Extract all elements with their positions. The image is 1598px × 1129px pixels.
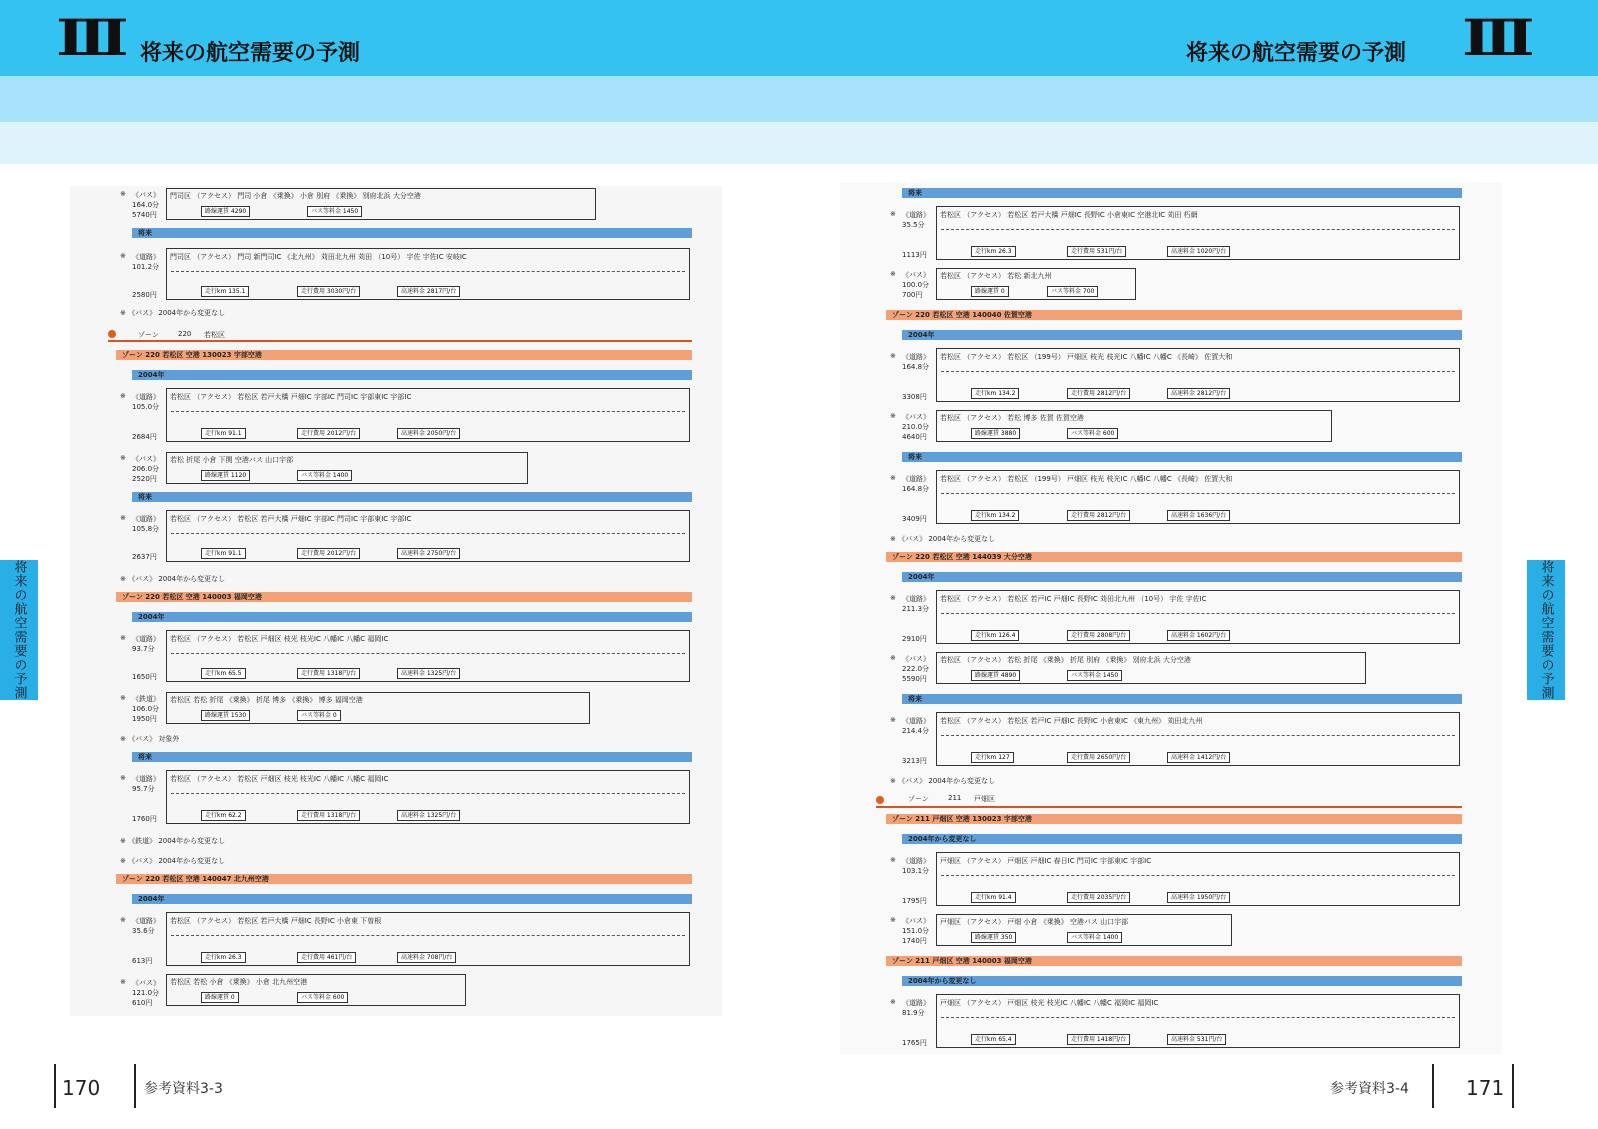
footer-divider-left-2 [134, 1064, 136, 1108]
time-label: 151.0分 [902, 927, 930, 935]
mode-label: 《バス》 [132, 979, 160, 987]
time-label: 164.0分 [132, 201, 160, 209]
section-bar: 将来 [902, 452, 1462, 462]
side-tab-left: 将来の航空需要の予測 [0, 560, 38, 700]
route-box [936, 994, 1460, 1048]
fee-box: バス等料金 1450 [1067, 670, 1122, 681]
fare-label: 2520円 [132, 475, 157, 483]
fee-box: 走行km 62.2 [201, 810, 246, 821]
fare-label: 1760円 [132, 815, 157, 823]
time-label: 105.0分 [132, 403, 160, 411]
mark: ※ [120, 454, 126, 462]
fare-label: 5740円 [132, 211, 157, 219]
mode-label: 《バス》 [902, 271, 930, 279]
route-box [936, 206, 1460, 260]
fee-box: 走行km 26.3 [971, 246, 1016, 257]
route-text: 戸畑区 （アクセス） 戸畑 小倉 《乗換》 空港バス 山口宇部 [940, 918, 1129, 926]
route-text: 若松区 若松 折尾 《乗換》 折尾 博多 《乗換》 博多 福岡空港 [170, 696, 363, 704]
scan-page-left [70, 186, 722, 1016]
zone-bar: ゾーン 220 若松区 空港 130023 宇部空港 [116, 350, 692, 360]
fare-label: 610円 [132, 999, 153, 1007]
route-box [936, 712, 1460, 766]
page-number-right: 171 [1466, 1076, 1505, 1100]
mark: ※ [890, 916, 896, 924]
route-text: 若松区 （アクセス） 若松区 戸畑区 枝光 枝光IC 八幡IC 八幡C 福岡IC [170, 775, 389, 783]
header-band-pale [0, 122, 1598, 164]
section-bar: 2004年から変更なし [902, 976, 1462, 986]
route-text: 若松区 （アクセス） 若松 博多 佐賀 佐賀空港 [940, 414, 1084, 422]
fare-label: 2684円 [132, 433, 157, 441]
fee-box: 走行km 65.4 [971, 1034, 1016, 1045]
fee-box: 走行費用 2012円/台 [297, 428, 360, 439]
dashed-divider [941, 735, 1455, 736]
note-text: ※ 《バス》 2004年から変更なし [120, 575, 226, 583]
mark: ※ [120, 190, 126, 198]
fare-label: 1765円 [902, 1039, 927, 1047]
mark: ※ [120, 978, 126, 986]
fee-box: 走行費用 2012円/台 [297, 548, 360, 559]
dashed-divider [171, 935, 685, 936]
note-text: ※ 《バス》 2004年から変更なし [890, 777, 996, 785]
fee-box: 走行km 65.5 [201, 668, 246, 679]
section-bar: 2004年 [902, 572, 1462, 582]
fare-label: 3409円 [902, 515, 927, 523]
mode-label: 《道路》 [902, 595, 930, 603]
note-text: ※ 《鉄道》 2004年から変更なし [120, 837, 226, 845]
section-bar: 将来 [902, 188, 1462, 198]
route-text: 若松区 （アクセス） 若松区 若戸大橋 戸畑IC 長野IC 小倉東IC 空港北IC 苅田 朽網 [940, 211, 1198, 219]
fee-box: バス等料金 0 [297, 710, 341, 721]
dashed-divider [171, 653, 685, 654]
mark: ※ [890, 352, 896, 360]
fee-box: 路線運賃 1120 [201, 470, 250, 481]
zone-code: 220 [178, 330, 192, 338]
fee-box: 走行km 91.4 [971, 892, 1016, 903]
route-text: 門司区 （アクセス） 門司 小倉 《乗換》 小倉 別府 《乗換》 別府北浜 大分空港 [170, 192, 421, 200]
zone-name: 戸畑区 [974, 795, 995, 803]
route-box [936, 268, 1136, 300]
chapter-title-left: 将来の航空需要の予測 [140, 41, 361, 66]
dashed-divider [941, 493, 1455, 494]
mode-label: 《道路》 [132, 917, 160, 925]
fee-box: 路線運賃 350 [971, 932, 1016, 943]
dashed-divider [941, 371, 1455, 372]
zone-divider [876, 806, 1462, 808]
fee-box: 走行費用 1318円/台 [297, 810, 360, 821]
dashed-divider [171, 271, 685, 272]
fee-box: 高速料金 2750円/台 [397, 548, 460, 559]
time-label: 35.5分 [902, 221, 925, 229]
time-label: 210.0分 [902, 423, 930, 431]
fee-box: 走行費用 2650円/台 [1067, 752, 1130, 763]
mark: ※ [120, 774, 126, 782]
fee-box: 走行km 26.3 [201, 952, 246, 963]
fee-box: 高速料金 1020円/台 [1167, 246, 1230, 257]
section-bar: 2004年 [132, 894, 692, 904]
mode-label: 《道路》 [902, 857, 930, 865]
fee-box: 走行費用 2812円/台 [1067, 510, 1130, 521]
fee-box: 路線運賃 4290 [201, 206, 250, 217]
mode-label: 《バス》 [902, 917, 930, 925]
mode-label: 《バス》 [132, 455, 160, 463]
route-text: 若松区 （アクセス） 若松区 若戸IC 戸畑IC 長野IC 小倉東IC 《東九州》 苅田北九州 [940, 717, 1203, 725]
route-box [166, 912, 690, 966]
fee-box: 走行km 127 [971, 752, 1014, 763]
side-tab-right: 将来の航空需要の予測 [1527, 560, 1565, 700]
route-text: 門司区 （アクセス） 門司 新門司IC 《北九州》 苅田北九州 苅田 （10号） 宇佐 宇佐IC 安岐IC [170, 253, 467, 261]
fee-box: 高速料金 708円/台 [397, 952, 456, 963]
mode-label: 《道路》 [902, 475, 930, 483]
fare-label: 2637円 [132, 553, 157, 561]
route-text: 若松区 （アクセス） 若松区 若戸大橋 戸畑IC 宇部IC 門司IC 宇部東IC 宇部IC [170, 393, 412, 401]
fare-label: 4640円 [902, 433, 927, 441]
mark: ※ [890, 594, 896, 602]
section-bar: 将来 [132, 228, 692, 238]
fee-box: 高速料金 1950円/台 [1167, 892, 1230, 903]
time-label: 222.0分 [902, 665, 930, 673]
time-label: 121.0分 [132, 989, 160, 997]
fee-box: 高速料金 2817円/台 [397, 286, 460, 297]
note-text: ※ 《バス》 2004年から変更なし [120, 309, 226, 317]
route-box [166, 770, 690, 824]
route-text: 若松区 （アクセス） 若松区 若戸大橋 戸畑IC 長野IC 小倉東 下曽根 [170, 917, 382, 925]
mark: ※ [890, 474, 896, 482]
time-label: 95.7分 [132, 785, 155, 793]
route-text: 若松区 （アクセス） 若松区 若戸大橋 戸畑IC 宇部IC 門司IC 宇部東IC 宇部IC [170, 515, 412, 523]
mark: ※ [120, 252, 126, 260]
page-ref-right: 参考資料3-4 [1330, 1081, 1409, 1097]
fare-label: 2580円 [132, 291, 157, 299]
section-bar: 将来 [902, 694, 1462, 704]
mark: ※ [120, 392, 126, 400]
fare-label: 2910円 [902, 635, 927, 643]
fee-box: 高速料金 1325円/台 [397, 810, 460, 821]
fare-label: 1113円 [902, 251, 927, 259]
zone-bar: ゾーン 220 若松区 空港 140040 佐賀空港 [886, 310, 1462, 320]
mode-label: 《バス》 [902, 413, 930, 421]
mark: ※ [890, 856, 896, 864]
route-box [166, 510, 690, 562]
fee-box: 路線運賃 0 [971, 286, 1009, 297]
fee-box: 高速料金 531円/台 [1167, 1034, 1226, 1045]
fee-box: バス等料金 700 [1047, 286, 1098, 297]
mode-label: 《道路》 [902, 999, 930, 1007]
fee-box: 高速料金 1636円/台 [1167, 510, 1230, 521]
mode-label: 《道路》 [132, 253, 160, 261]
section-bar: 将来 [132, 752, 692, 762]
route-text: 戸畑区 （アクセス） 戸畑区 戸畑IC 春日IC 門司IC 宇部東IC 宇部IC [940, 857, 1152, 865]
fee-box: バス等料金 1400 [1067, 932, 1122, 943]
route-text: 若松区 （アクセス） 若松 新北九州 [940, 272, 1052, 280]
fare-label: 3213円 [902, 757, 927, 765]
fee-box: 走行km 134.2 [971, 388, 1019, 399]
mode-label: 《道路》 [132, 515, 160, 523]
time-label: 93.7分 [132, 645, 155, 653]
mark: ※ [890, 654, 896, 662]
footer-divider-right [1432, 1064, 1434, 1108]
mark: ※ [890, 210, 896, 218]
route-box [936, 914, 1232, 946]
time-label: 35.6分 [132, 927, 155, 935]
fare-label: 1650円 [132, 673, 157, 681]
section-bar: 2004年 [132, 612, 692, 622]
dashed-divider [941, 1017, 1455, 1018]
note-text: ※ 《バス》 2004年から変更なし [890, 535, 996, 543]
route-box [166, 630, 690, 682]
time-label: 100.0分 [902, 281, 930, 289]
zone-mark: ゾーン [138, 331, 159, 339]
fare-label: 700円 [902, 291, 923, 299]
dashed-divider [941, 613, 1455, 614]
route-box [166, 974, 466, 1006]
mode-label: 《バス》 [902, 655, 930, 663]
route-box [166, 248, 690, 300]
time-label: 103.1分 [902, 867, 930, 875]
zone-code: 211 [948, 794, 962, 802]
zone-bar: ゾーン 220 若松区 空港 140003 福岡空港 [116, 592, 692, 602]
mode-label: 《道路》 [902, 211, 930, 219]
fee-box: 走行費用 461円/台 [297, 952, 356, 963]
mode-label: 《道路》 [132, 775, 160, 783]
fee-box: バス等料金 1450 [307, 206, 362, 217]
time-label: 164.8分 [902, 485, 930, 493]
route-box [936, 652, 1366, 684]
time-label: 101.2分 [132, 263, 160, 271]
fee-box: 高速料金 1602円/台 [1167, 630, 1230, 641]
section-bar: 2004年 [902, 330, 1462, 340]
fee-box: 高速料金 2812円/台 [1167, 388, 1230, 399]
mark: ※ [890, 412, 896, 420]
mode-label: 《道路》 [902, 353, 930, 361]
mark: ※ [120, 514, 126, 522]
fee-box: 走行km 91.1 [201, 548, 246, 559]
mode-label: 《バス》 [132, 191, 160, 199]
mode-label: 《道路》 [132, 635, 160, 643]
route-box [936, 590, 1460, 644]
section-bar: 2004年から変更なし [902, 834, 1462, 844]
fee-box: 走行費用 2035円/台 [1067, 892, 1130, 903]
route-text: 若松 折尾 小倉 下関 空港バス 山口宇部 [170, 456, 294, 464]
zone-mark: ゾーン [908, 795, 929, 803]
route-text: 若松区 （アクセス） 若松区 戸畑区 枝光 枝光IC 八幡IC 八幡C 福岡IC [170, 635, 389, 643]
dashed-divider [171, 533, 685, 534]
route-box [166, 388, 690, 442]
fee-box: 走行費用 531円/台 [1067, 246, 1126, 257]
time-label: 164.8分 [902, 363, 930, 371]
fee-box: 路線運賃 0 [201, 992, 239, 1003]
route-box [166, 692, 590, 724]
footer-divider-right-2 [1512, 1064, 1514, 1108]
dashed-divider [171, 411, 685, 412]
time-label: 106.0分 [132, 705, 160, 713]
fee-box: 走行費用 1418円/台 [1067, 1034, 1130, 1045]
zone-bar: ゾーン 211 戸畑区 空港 130023 宇部空港 [886, 814, 1462, 824]
zone-marker-icon [108, 330, 116, 338]
mark: ※ [890, 998, 896, 1006]
route-text: 若松区 若松 小倉 《乗換》 小倉 北九州空港 [170, 978, 308, 986]
time-label: 211.3分 [902, 605, 930, 613]
fare-label: 1950円 [132, 715, 157, 723]
zone-divider [108, 340, 692, 342]
fee-box: 走行km 91.1 [201, 428, 246, 439]
fee-box: 走行km 135.1 [201, 286, 249, 297]
scan-page-right [840, 182, 1502, 1054]
mark: ※ [120, 694, 126, 702]
fee-box: 走行km 126.4 [971, 630, 1019, 641]
fee-box: 高速料金 1325円/台 [397, 668, 460, 679]
time-label: 105.8分 [132, 525, 160, 533]
fee-box: 路線運賃 1530 [201, 710, 250, 721]
route-text: 戸畑区 （アクセス） 戸畑区 枝光 枝光IC 八幡IC 八幡C 福岡IC 福岡IC [940, 999, 1159, 1007]
time-label: 214.4分 [902, 727, 930, 735]
fee-box: バス等料金 600 [1067, 428, 1118, 439]
fee-box: 走行費用 3030円/台 [297, 286, 360, 297]
chapter-numeral-left: III [56, 8, 122, 67]
note-text: ※ 《バス》 対象外 [120, 735, 180, 743]
fare-label: 3308円 [902, 393, 927, 401]
mark: ※ [890, 270, 896, 278]
dashed-divider [171, 793, 685, 794]
note-text: ※ 《バス》 2004年から変更なし [120, 857, 226, 865]
zone-bar: ゾーン 220 若松区 空港 140047 北九州空港 [116, 874, 692, 884]
route-text: 若松区 （アクセス） 若松区 （199号） 戸畑区 枝光 枝光IC 八幡IC 八幡C 《長崎》 佐賀大和 [940, 353, 1233, 361]
route-box [936, 410, 1332, 442]
footer-divider-left [54, 1064, 56, 1108]
fee-box: 路線運賃 4890 [971, 670, 1020, 681]
fee-box: 走行km 134.2 [971, 510, 1019, 521]
fare-label: 613円 [132, 957, 153, 965]
page-ref-left: 参考資料3-3 [144, 1081, 223, 1097]
section-bar: 将来 [132, 492, 692, 502]
fee-box: バス等料金 600 [297, 992, 348, 1003]
fee-box: 走行費用 1318円/台 [297, 668, 360, 679]
dashed-divider [941, 875, 1455, 876]
fare-label: 1795円 [902, 897, 927, 905]
route-text: 若松区 （アクセス） 若松 折尾 《乗換》 折尾 別府 《乗換》 別府北浜 大分空港 [940, 656, 1191, 664]
mode-label: 《道路》 [902, 717, 930, 725]
mode-label: 《鉄道》 [132, 695, 160, 703]
fee-box: 高速料金 2050円/台 [397, 428, 460, 439]
chapter-numeral-right: III [1462, 8, 1528, 67]
fee-box: 路線運賃 3880 [971, 428, 1020, 439]
header-band-light [0, 76, 1598, 122]
fee-box: 走行費用 2808円/台 [1067, 630, 1130, 641]
section-bar: 2004年 [132, 370, 692, 380]
time-label: 206.0分 [132, 465, 160, 473]
route-box [936, 852, 1460, 906]
fare-label: 5590円 [902, 675, 927, 683]
dashed-divider [941, 229, 1455, 230]
zone-bar: ゾーン 211 戸畑区 空港 140003 福岡空港 [886, 956, 1462, 966]
mark: ※ [890, 716, 896, 724]
route-box [936, 470, 1460, 524]
chapter-title-right: 将来の航空需要の予測 [1186, 41, 1407, 66]
fee-box: 高速料金 1412円/台 [1167, 752, 1230, 763]
route-text: 若松区 （アクセス） 若松区 若戸IC 戸畑IC 長野IC 苅田北九州 （10号） 宇佐 宇佐IC [940, 595, 1207, 603]
fee-box: 走行費用 2812円/台 [1067, 388, 1130, 399]
fee-box: バス等料金 1400 [297, 470, 352, 481]
route-box [166, 188, 596, 220]
zone-marker-icon [876, 796, 884, 804]
route-text: 若松区 （アクセス） 若松区 （199号） 戸畑区 枝光 枝光IC 八幡IC 八幡C 《長崎》 佐賀大和 [940, 475, 1233, 483]
mode-label: 《道路》 [132, 393, 160, 401]
page-number-left: 170 [62, 1076, 101, 1100]
mark: ※ [120, 634, 126, 642]
mark: ※ [120, 916, 126, 924]
time-label: 81.9分 [902, 1009, 925, 1017]
route-box [166, 452, 528, 484]
zone-name: 若松区 [204, 331, 225, 339]
zone-bar: ゾーン 220 若松区 空港 144039 大分空港 [886, 552, 1462, 562]
fare-label: 1740円 [902, 937, 927, 945]
route-box [936, 348, 1460, 402]
